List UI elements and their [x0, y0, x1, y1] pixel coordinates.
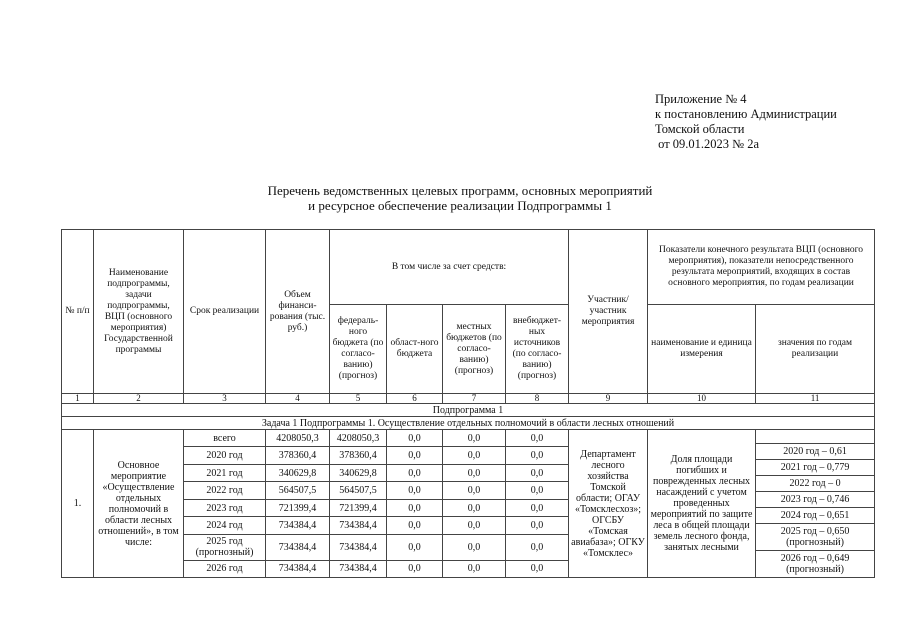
- row-regional: 0,0: [387, 430, 443, 447]
- document-title: [160, 183, 760, 213]
- row-volume: 564507,5: [266, 482, 330, 499]
- row-regional: 0,0: [387, 534, 443, 560]
- column-number: 1: [62, 394, 94, 404]
- subprogram-label: Подпрограмма 1: [62, 404, 875, 417]
- item-number: 1.: [62, 430, 94, 578]
- subprogram-row: [62, 404, 875, 417]
- indicator-value: 2024 год – 0,651: [756, 507, 874, 523]
- header-extra: внебюджет-ных источников (по согласо-ванию) (прогноз): [506, 305, 569, 394]
- row-extra: 0,0: [506, 517, 569, 534]
- title-line-1: Перечень ведомственных целевых программ, основных мероприятий: [267, 183, 653, 198]
- item-participant: Департамент лесного хозяйства Томской области; ОГАУ «Томсклесхоз»; ОГСБУ «Томская авиабаза»; ОГКУ «Томсклес»: [569, 430, 648, 578]
- column-number: 7: [443, 394, 506, 404]
- row-volume: 734384,4: [266, 534, 330, 560]
- row-volume: 734384,4: [266, 560, 330, 578]
- title-line-2: и ресурсное обеспечение реализации Подпрограммы 1: [308, 198, 612, 213]
- row-extra: 0,0: [506, 499, 569, 516]
- indicator-values: [756, 430, 875, 578]
- row-volume: 4208050,3: [266, 430, 330, 447]
- row-local: 0,0: [443, 447, 506, 464]
- indicator-value: 2025 год – 0,650 (прогнозный): [756, 523, 874, 550]
- indicator-value: 2022 год – 0: [756, 475, 874, 491]
- row-extra: 0,0: [506, 534, 569, 560]
- row-regional: 0,0: [387, 464, 443, 481]
- appendix-header: [655, 92, 837, 152]
- row-regional: 0,0: [387, 447, 443, 464]
- row-extra: 0,0: [506, 560, 569, 578]
- row-extra: 0,0: [506, 482, 569, 499]
- row-term: 2025 год (прогнозный): [184, 534, 266, 560]
- row-volume: 721399,4: [266, 499, 330, 516]
- row-regional: 0,0: [387, 560, 443, 578]
- row-federal: 340629,8: [330, 464, 387, 481]
- row-term: 2026 год: [184, 560, 266, 578]
- appendix-line: к постановлению Администрации: [655, 107, 837, 121]
- header-federal: федераль-ного бюджета (по согласо-ванию) (прогноз): [330, 305, 387, 394]
- indicator-value: 2023 год – 0,746: [756, 491, 874, 507]
- row-local: 0,0: [443, 482, 506, 499]
- item-indicator: Доля площади погибших и поврежденных лесных насаждений с учетом проведенных мероприятий по защите леса в общей площади земель лесного фонда, занятых лесными: [648, 430, 756, 578]
- header-row-1: [62, 230, 875, 305]
- row-extra: 0,0: [506, 447, 569, 464]
- row-term: 2021 год: [184, 464, 266, 481]
- appendix-line: Томской области: [655, 122, 745, 136]
- indicator-value: 2020 год – 0,61: [756, 443, 874, 459]
- column-number: 9: [569, 394, 648, 404]
- value-blank: [756, 430, 874, 443]
- task-label: Задача 1 Подпрограммы 1. Осуществление отдельных полномочий в области лесных отношений: [62, 417, 875, 430]
- row-local: 0,0: [443, 534, 506, 560]
- row-federal: 564507,5: [330, 482, 387, 499]
- column-number: 8: [506, 394, 569, 404]
- header-term: Срок реализации: [184, 230, 266, 394]
- column-number: 4: [266, 394, 330, 404]
- row-regional: 0,0: [387, 482, 443, 499]
- item-name: Основное мероприятие «Осуществление отдельных полномочий в области лесных отношений», в том числе:: [94, 430, 184, 578]
- row-federal: 4208050,3: [330, 430, 387, 447]
- row-volume: 340629,8: [266, 464, 330, 481]
- row-regional: 0,0: [387, 517, 443, 534]
- header-local: местных бюджетов (по согласо-ванию) (прогноз): [443, 305, 506, 394]
- row-federal: 721399,4: [330, 499, 387, 516]
- task-row: [62, 417, 875, 430]
- header-regional: област-ного бюджета: [387, 305, 443, 394]
- indicator-value: 2021 год – 0,779: [756, 459, 874, 475]
- header-indicators: Показатели конечного результата ВЦП (основного мероприятия), показатели непосредственного результата мероприятий, входящих в состав основного мероприятия, по годам реализации: [648, 230, 875, 305]
- header-name: Наименование подпрограммы, задачи подпрограммы, ВЦП (основного мероприятия) Государственной программы: [94, 230, 184, 394]
- header-volume: Объем финанси-рования (тыс. руб.): [266, 230, 330, 394]
- row-extra: 0,0: [506, 464, 569, 481]
- row-local: 0,0: [443, 430, 506, 447]
- row-federal: 734384,4: [330, 517, 387, 534]
- appendix-line: от 09.01.2023 № 2а: [655, 137, 760, 151]
- row-federal: 734384,4: [330, 534, 387, 560]
- row-local: 0,0: [443, 517, 506, 534]
- indicator-value: 2026 год – 0,649 (прогнозный): [756, 550, 874, 577]
- row-term: 2024 год: [184, 517, 266, 534]
- appendix-line: Приложение № 4: [655, 92, 747, 106]
- header-num: № п/п: [62, 230, 94, 394]
- column-numbers-row: [62, 394, 875, 404]
- column-number: 3: [184, 394, 266, 404]
- header-sources: В том числе за счет средств:: [330, 230, 569, 305]
- row-term: 2020 год: [184, 447, 266, 464]
- row-local: 0,0: [443, 464, 506, 481]
- header-participant: Участник/ участник мероприятия: [569, 230, 648, 394]
- column-number: 6: [387, 394, 443, 404]
- row-term: 2023 год: [184, 499, 266, 516]
- row-federal: 734384,4: [330, 560, 387, 578]
- column-number: 5: [330, 394, 387, 404]
- row-regional: 0,0: [387, 499, 443, 516]
- row-term: 2022 год: [184, 482, 266, 499]
- table-row: [62, 430, 875, 447]
- row-local: 0,0: [443, 499, 506, 516]
- header-indicator-values: значения по годам реализации: [756, 305, 875, 394]
- row-local: 0,0: [443, 560, 506, 578]
- row-volume: 734384,4: [266, 517, 330, 534]
- row-volume: 378360,4: [266, 447, 330, 464]
- row-term: всего: [184, 430, 266, 447]
- program-table: [61, 229, 875, 578]
- column-number: 2: [94, 394, 184, 404]
- row-extra: 0,0: [506, 430, 569, 447]
- column-number: 10: [648, 394, 756, 404]
- row-federal: 378360,4: [330, 447, 387, 464]
- column-number: 11: [756, 394, 875, 404]
- header-indicator-name: наименование и единица измерения: [648, 305, 756, 394]
